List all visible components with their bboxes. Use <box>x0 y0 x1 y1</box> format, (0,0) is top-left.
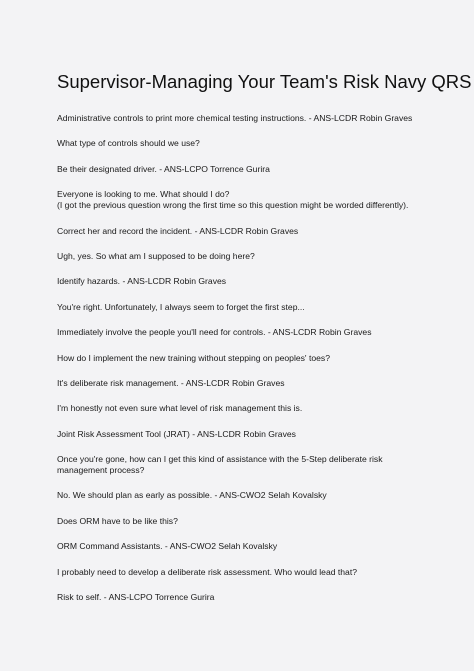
list-item: I'm honestly not even sure what level of risk management this is. <box>57 403 303 414</box>
list-item: Once you're gone, how can I get this kind of assistance with the 5-Step deliberate risk management process? <box>57 454 383 476</box>
list-item: No. We should plan as early as possible. - ANS-CWO2 Selah Kovalsky <box>57 490 327 501</box>
list-item: Identify hazards. - ANS-LCDR Robin Graves <box>57 276 227 287</box>
list-item: Correct her and record the incident. - ANS-LCDR Robin Graves <box>57 225 299 236</box>
list-item: Risk to self. - ANS-LCPO Torrence Gurira <box>57 592 215 603</box>
list-item: Does ORM have to be like this? <box>57 515 178 526</box>
list-item: You're right. Unfortunately, I always seem to forget the first step... <box>57 301 305 312</box>
list-item: It's deliberate risk management. - ANS-LCDR Robin Graves <box>57 377 285 388</box>
list-item: What type of controls should we use? <box>57 138 200 149</box>
list-item: ORM Command Assistants. - ANS-CWO2 Selah Kovalsky <box>57 541 278 552</box>
qa-list <box>57 113 461 603</box>
list-item: How do I implement the new training without stepping on peoples' toes? <box>57 352 330 363</box>
list-item: I probably need to develop a deliberate risk assessment. Who would lead that? <box>57 566 358 577</box>
list-item: Joint Risk Assessment Tool (JRAT) - ANS-LCDR Robin Graves <box>57 428 296 439</box>
list-item: Be their designated driver. - ANS-LCPO Torrence Gurira <box>57 163 270 174</box>
list-item: Immediately involve the people you'll need for controls. - ANS-LCDR Robin Graves <box>57 327 372 338</box>
list-item: Everyone is looking to me. What should I do? (I got the previous question wrong the first time so this question might be worded differently). <box>57 189 409 211</box>
document-content <box>57 70 472 617</box>
list-item: Administrative controls to print more chemical testing instructions. - ANS-LCDR Robin Graves <box>57 113 413 123</box>
page-title: Supervisor-Managing Your Team's Risk Navy QRS <box>57 71 472 92</box>
list-item: Ugh, yes. So what am I supposed to be doing here? <box>57 250 255 261</box>
